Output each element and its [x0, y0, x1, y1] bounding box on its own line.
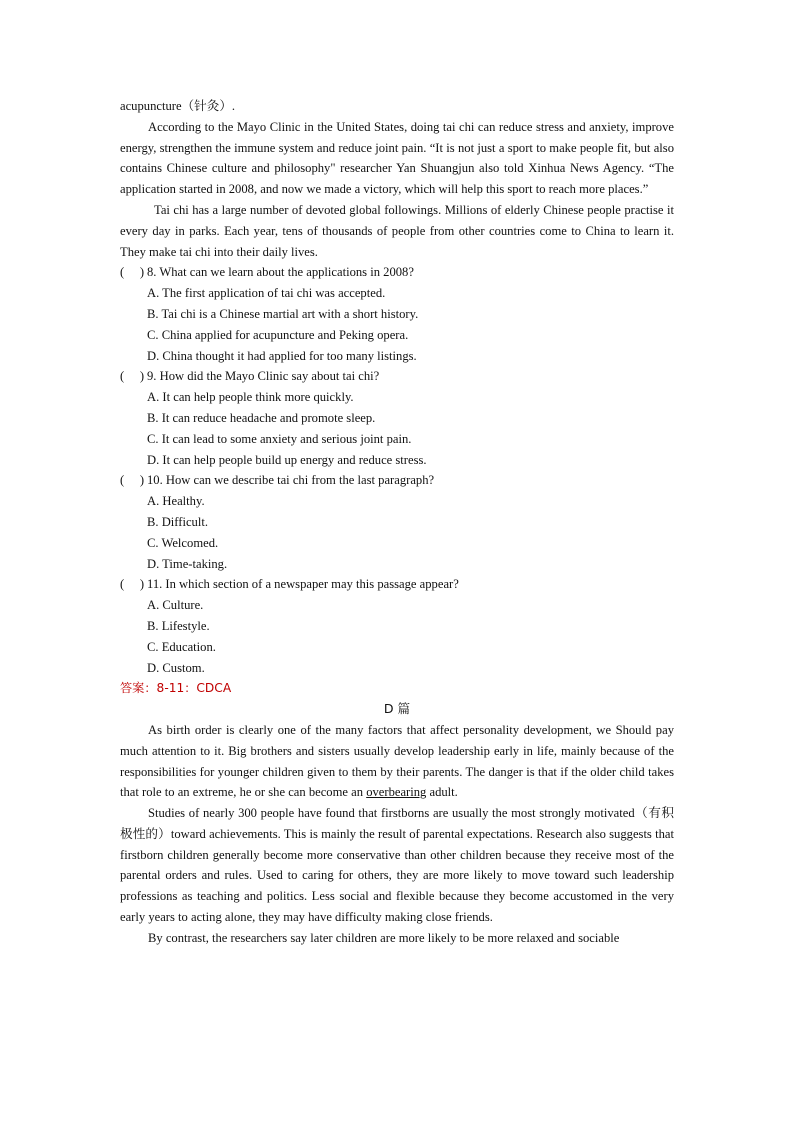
question-10	[120, 470, 674, 491]
section-d-paragraph-firstborns: Studies of nearly 300 people have found that firstborns are usually the most strongly motivated（有积极性的）toward achievements. This is mainly the result of parental expectations. Research also suggests that firstborn children generally become more conservative than other children because they receive most of the parental orders and rules. Used to caring for others, they are more likely to move toward such leadership professions as teaching and politics. Less social and flexible because they become accustomed in the very early years to acting alone, they may have difficulty making close friends.	[120, 806, 674, 925]
section-d-title: D 篇	[383, 701, 411, 717]
question-stem: 10. How can we describe tai chi from the last paragraph?	[147, 473, 435, 488]
question-8	[120, 262, 674, 283]
underlined-word: overbearing	[366, 785, 427, 800]
option-c: C. It can lead to some anxiety and serious joint pain.	[147, 431, 412, 446]
section-d-paragraph-birth-order	[120, 720, 674, 803]
question-stem: 11. In which section of a newspaper may this passage appear?	[147, 577, 459, 592]
option-d: D. Time-taking.	[147, 556, 228, 571]
question-9	[120, 366, 674, 387]
option-a: A. Healthy.	[147, 494, 205, 509]
option-a: A. Culture.	[147, 598, 204, 613]
option-b: B. Lifestyle.	[147, 618, 210, 633]
option-a: A. It can help people think more quickly.	[147, 390, 354, 405]
option-a: A. The first application of tai chi was accepted.	[147, 286, 386, 301]
option-d: D. It can help people build up energy and reduce stress.	[147, 452, 427, 467]
paragraph-text: As birth order is clearly one of the many factors that affect personality development, we Should pay much attention to it. Big brothers and sisters usually develop leadership early in life, mainly because of the responsibilities for younger children given to them by their parents. The danger is that if the older child takes that role to an extreme, he or she can become an	[120, 722, 674, 800]
answer-blank[interactable]: ( )	[120, 473, 145, 488]
answer-blank[interactable]: ( )	[120, 369, 145, 384]
paragraph-text-end: adult.	[426, 785, 458, 800]
option-c: C. China applied for acupuncture and Peking opera.	[147, 327, 409, 342]
option-b: B. It can reduce headache and promote sleep.	[147, 410, 376, 425]
option-d: D. China thought it had applied for too many listings.	[147, 348, 417, 363]
option-c: C. Education.	[147, 639, 216, 654]
option-c: C. Welcomed.	[147, 535, 219, 550]
answer-key: 答案：8-11：CDCA	[120, 681, 232, 696]
question-stem: 9. How did the Mayo Clinic say about tai chi?	[147, 369, 380, 384]
question-11	[120, 574, 674, 595]
document-page	[120, 96, 674, 949]
option-b: B. Difficult.	[147, 514, 208, 529]
question-stem: 8. What can we learn about the applications in 2008?	[147, 265, 414, 280]
passage-c-fragment: acupuncture（针灸）.	[120, 99, 236, 113]
passage-c-paragraph-followings: Tai chi has a large number of devoted global followings. Millions of elderly Chinese people practise it every day in parks. Each year, tens of thousands of people from other countries come to China to learn it. They make tai chi into their daily lives.	[120, 202, 674, 259]
passage-c-paragraph-mayo-clinic: According to the Mayo Clinic in the United States, doing tai chi can reduce stress and anxiety, improve energy, strengthen the immune system and reduce joint pain. “It is not just a sport to make people fit, but also contains Chinese culture and philosophy" researcher Yan Shuangjun also told Xinhua News Agency. “The application started in 2008, and now we made a victory, which will help this sport to reach more places.”	[120, 119, 674, 197]
answer-blank[interactable]: ( )	[120, 577, 145, 592]
section-d-paragraph-later-children: By contrast, the researchers say later children are more likely to be more relaxed and sociable	[148, 930, 620, 945]
answer-blank[interactable]: ( )	[120, 265, 145, 280]
option-d: D. Custom.	[147, 660, 205, 675]
option-b: B. Tai chi is a Chinese martial art with a short history.	[147, 306, 419, 321]
